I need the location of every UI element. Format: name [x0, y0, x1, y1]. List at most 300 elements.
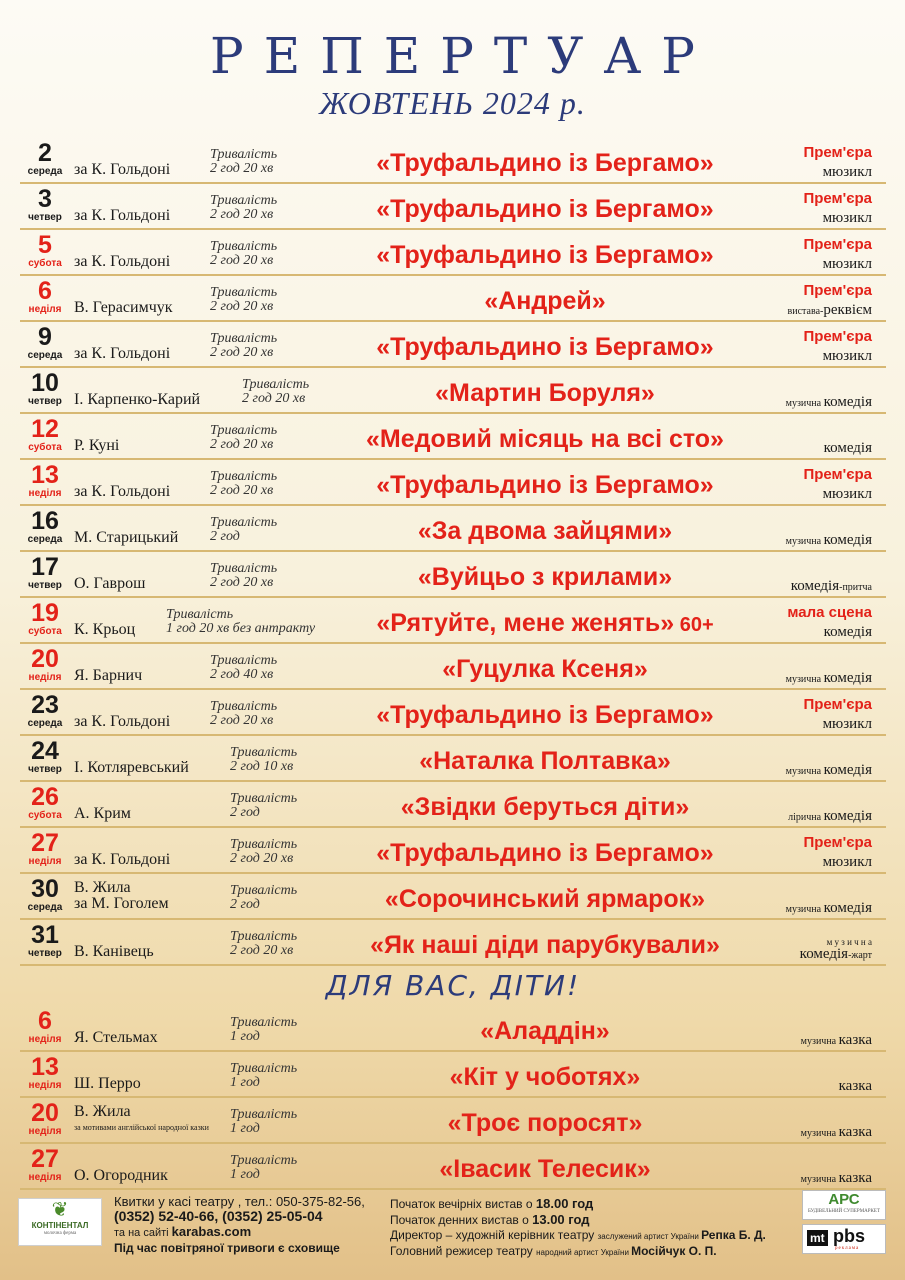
performance-title-text: «Андрей» — [484, 287, 606, 315]
genre-modifier: музична — [800, 1128, 839, 1139]
performance-weekday: неділя — [28, 304, 62, 315]
performance-duration — [210, 424, 277, 452]
performance-row — [20, 1098, 886, 1144]
performance-genre — [823, 256, 872, 272]
performance-weekday: четвер — [28, 764, 62, 775]
performance-day: 31 — [31, 921, 59, 949]
performance-author: за К. Гольдоні — [74, 253, 171, 270]
duration-value: 1 год 20 хв без антракту — [166, 621, 316, 636]
performance-row — [20, 552, 886, 598]
performance-row — [20, 414, 886, 460]
premiere-badge: Прем'єра — [803, 236, 872, 253]
performance-genre — [791, 578, 872, 596]
performance-genre — [824, 440, 872, 456]
genre-suffix: -притча — [839, 582, 872, 593]
duration-label: Тривалість — [210, 331, 278, 346]
performance-row — [20, 920, 886, 966]
performance-genre — [788, 302, 872, 320]
premiere-badge: Прем'єра — [803, 834, 872, 851]
day-start-time: 13.00 год — [532, 1212, 590, 1227]
apc-logo — [802, 1190, 886, 1220]
performance-genre — [823, 854, 872, 870]
performance-genre — [801, 1032, 872, 1050]
day-start-label: Початок денних вистав о — [390, 1213, 533, 1227]
duration-label: Тривалість — [210, 561, 278, 576]
performance-duration — [230, 838, 297, 866]
genre-name: комедія — [823, 394, 872, 410]
performance-title — [310, 792, 780, 822]
performance-weekday: неділя — [28, 488, 62, 499]
performance-duration — [242, 378, 309, 406]
duration-label: Тривалість — [210, 147, 278, 162]
genre-name: комедія — [823, 808, 872, 824]
genre-name: комедія — [823, 440, 872, 456]
duration-label: Тривалість — [210, 699, 278, 714]
performance-author: К. Крьоц — [74, 621, 136, 638]
performance-author — [74, 1104, 209, 1136]
director-label: Директор – художній керівник театру — [390, 1228, 598, 1242]
duration-label: Тривалість — [210, 653, 278, 668]
performance-author: за К. Гольдоні — [74, 713, 171, 730]
performance-title-text: «Вуйцьо з крилами» — [417, 563, 673, 591]
performance-duration — [230, 1154, 297, 1182]
poster-header — [0, 28, 905, 122]
performance-weekday: середа — [27, 902, 63, 913]
performance-duration — [210, 516, 277, 544]
mtpbs-logo-tag: реклама — [835, 1246, 860, 1251]
poster-month: ЖОВТЕНЬ 2024 р. — [319, 85, 586, 121]
repertoire-list — [20, 138, 886, 1190]
kids-heading: ДЛЯ ВАС, ДІТИ! — [325, 969, 581, 1002]
performance-weekday: неділя — [28, 1172, 62, 1183]
genre-modifier: музична — [785, 904, 824, 915]
mtpbs-logo — [802, 1224, 886, 1254]
performance-duration — [210, 654, 277, 682]
performance-weekday: неділя — [28, 1034, 62, 1045]
performance-day: 20 — [31, 645, 59, 673]
premiere-badge: Прем'єра — [803, 328, 872, 345]
mtpbs-logo-pbs: pbs — [833, 1226, 866, 1246]
performance-author: В. Канівець — [74, 943, 154, 960]
duration-label: Тривалість — [230, 1015, 298, 1030]
genre-modifier: музична — [800, 1174, 839, 1185]
performance-day: 9 — [38, 323, 52, 351]
performance-author: М. Старицький — [74, 529, 179, 546]
performance-title — [310, 746, 780, 776]
genre-name: комедія — [823, 624, 872, 640]
genre-modifier: музична — [785, 398, 824, 409]
performance-duration — [210, 562, 277, 590]
chief-label: Головний режисер театру — [390, 1244, 537, 1258]
premiere-badge: Прем'єра — [803, 144, 872, 161]
genre-name: мюзикл — [822, 854, 872, 870]
apc-logo-tag: БУДІВЕЛЬНИЙ СУПЕРМАРКЕТ — [807, 1209, 880, 1214]
performance-row — [20, 644, 886, 690]
performance-row — [20, 736, 886, 782]
performance-row — [20, 1006, 886, 1052]
performance-weekday: неділя — [28, 1080, 62, 1091]
performance-duration — [230, 1062, 297, 1090]
duration-value: 2 год 40 хв — [210, 667, 274, 682]
duration-label: Тривалість — [230, 1153, 298, 1168]
performance-day: 5 — [38, 231, 52, 259]
ticket-line-2: (0352) 52-40-66, (0352) 25-05-04 — [114, 1208, 323, 1224]
genre-name: мюзикл — [822, 164, 872, 180]
genre-modifier: музична — [785, 674, 824, 685]
genre-name: комедія — [823, 762, 872, 778]
performance-weekday: середа — [27, 166, 63, 177]
performance-duration — [210, 286, 277, 314]
performance-day: 12 — [31, 415, 59, 443]
performance-duration — [230, 792, 297, 820]
performance-title — [310, 608, 780, 640]
performance-genre — [824, 624, 872, 640]
performance-title-text: «Наталка Полтавка» — [419, 747, 671, 775]
performance-author: І. Котляревський — [74, 759, 189, 776]
performance-day: 13 — [31, 1053, 59, 1081]
performance-day: 24 — [31, 737, 59, 765]
performance-row — [20, 230, 886, 276]
performance-row — [20, 598, 886, 644]
performance-row — [20, 1052, 886, 1098]
performance-genre — [786, 670, 872, 688]
duration-label: Тривалість — [230, 791, 298, 806]
genre-modifier: лірична — [788, 812, 824, 823]
performance-title — [310, 1062, 780, 1092]
performance-duration — [210, 148, 277, 176]
performance-genre — [823, 164, 872, 180]
genre-name: мюзикл — [822, 348, 872, 364]
performance-weekday: четвер — [28, 948, 62, 959]
performance-day: 27 — [31, 1145, 59, 1173]
duration-value: 1 год — [230, 1121, 260, 1136]
kontinental-logo — [18, 1198, 102, 1246]
performance-day: 13 — [31, 461, 59, 489]
performance-genre — [823, 486, 872, 502]
performance-genre — [786, 532, 872, 550]
performance-day: 16 — [31, 507, 59, 535]
performance-author: за К. Гольдоні — [74, 345, 171, 362]
performance-weekday: субота — [28, 810, 62, 821]
duration-label: Тривалість — [230, 883, 298, 898]
performance-weekday: середа — [27, 350, 63, 361]
kontinental-logo-tag: молочна ферма — [43, 1231, 77, 1236]
genre-name: казка — [838, 1124, 872, 1140]
performance-genre — [786, 900, 872, 918]
performance-day: 17 — [31, 553, 59, 581]
performance-author: за К. Гольдоні — [74, 207, 171, 224]
kontinental-logo-name: КОНТІНЕНТАЛ — [31, 1221, 89, 1230]
performance-author: В. Герасимчук — [74, 299, 173, 316]
duration-value: 2 год — [230, 897, 260, 912]
performance-title — [310, 378, 780, 408]
performance-title — [310, 424, 780, 454]
genre-name: комедія — [799, 946, 849, 962]
performance-author: за К. Гольдоні — [74, 483, 171, 500]
performance-title-text: «Труфальдино із Бергамо» — [376, 149, 714, 177]
poster-title: РЕПЕРТУАР — [210, 27, 715, 85]
performance-title-text: «Сорочинський ярмарок» — [384, 885, 706, 913]
footer — [14, 1190, 890, 1260]
performance-day: 3 — [38, 185, 52, 213]
duration-value: 1 год — [230, 1167, 260, 1182]
performance-genre — [786, 762, 872, 780]
performance-row — [20, 184, 886, 230]
performance-author: О. Гаврош — [74, 575, 146, 592]
performance-day: 30 — [31, 875, 59, 903]
performance-title-text: «Івасик Телесик» — [439, 1155, 651, 1183]
performance-day: 6 — [38, 1007, 52, 1035]
author-source: за мотивами англійської народної казки — [74, 1123, 209, 1132]
performance-title — [310, 148, 780, 178]
performance-title-text: «Медовий місяць на всі сто» — [366, 425, 724, 453]
duration-label: Тривалість — [230, 745, 298, 760]
genre-prefix: м у з и ч н а — [826, 937, 872, 947]
performance-author: І. Карпенко-Карий — [74, 391, 201, 408]
performance-duration — [230, 1016, 297, 1044]
performance-title — [310, 194, 780, 224]
chief-name: Мосійчук О. П. — [631, 1244, 717, 1258]
performance-title — [310, 516, 780, 546]
performance-genre — [800, 946, 872, 964]
genre-modifier: музична — [785, 536, 824, 547]
performance-title-text: «Як наші діди парубкували» — [370, 931, 720, 959]
performance-title-text: «Труфальдино із Бергамо» — [376, 839, 714, 867]
duration-label: Тривалість — [242, 377, 310, 392]
genre-name: мюзикл — [822, 256, 872, 272]
author-source: за М. Гоголем — [74, 895, 169, 912]
performance-title-text: «Мартин Боруля» — [435, 379, 655, 407]
performance-day: 19 — [31, 599, 59, 627]
genre-name: мюзикл — [822, 486, 872, 502]
performance-day: 23 — [31, 691, 59, 719]
performance-title — [310, 240, 780, 270]
duration-label: Тривалість — [210, 239, 278, 254]
performance-row — [20, 322, 886, 368]
performance-genre — [801, 1124, 872, 1142]
performance-title — [310, 654, 780, 684]
performance-title — [310, 884, 780, 914]
performance-title-text: «Труфальдино із Бергамо» — [376, 195, 714, 223]
performance-title-text: «Гуцулка Ксеня» — [442, 655, 648, 683]
duration-label: Тривалість — [230, 1061, 298, 1076]
duration-label: Тривалість — [230, 929, 298, 944]
performance-genre — [839, 1078, 872, 1094]
duration-value: 2 год — [230, 805, 260, 820]
ticket-site-pre: та на сайті — [114, 1227, 172, 1239]
performance-weekday: неділя — [28, 672, 62, 683]
performance-weekday: субота — [28, 626, 62, 637]
wheat-icon: ❦ — [51, 1199, 69, 1221]
performance-author: Р. Куні — [74, 437, 120, 454]
performance-genre — [788, 808, 872, 826]
performance-author: О. Огородник — [74, 1167, 168, 1184]
performance-duration — [210, 240, 277, 268]
ticket-site-link[interactable]: karabas.com — [171, 1224, 252, 1239]
author-name: В. Жила — [74, 1103, 131, 1120]
performance-row — [20, 1144, 886, 1190]
duration-value: 2 год 20 хв — [210, 437, 274, 452]
performance-row — [20, 782, 886, 828]
genre-name: казка — [838, 1170, 872, 1186]
genre-name: комедія — [823, 900, 872, 916]
performance-day: 10 — [31, 369, 59, 397]
age-rating: 60+ — [674, 614, 714, 636]
performance-title-text: «Труфальдино із Бергамо» — [376, 241, 714, 269]
performance-weekday: четвер — [28, 580, 62, 591]
duration-value: 2 год — [210, 529, 240, 544]
duration-value: 2 год 20 хв — [210, 713, 274, 728]
genre-name: комедія — [823, 532, 872, 548]
performance-title-text: «Рятуйте, мене женять» — [376, 609, 675, 637]
performance-author: за К. Гольдоні — [74, 161, 171, 178]
performance-title-text: «Звідки беруться діти» — [400, 793, 690, 821]
performance-author: за К. Гольдоні — [74, 851, 171, 868]
performance-day: 20 — [31, 1099, 59, 1127]
performance-genre — [823, 210, 872, 226]
performance-row — [20, 874, 886, 920]
genre-name: мюзикл — [822, 210, 872, 226]
performance-weekday: середа — [27, 718, 63, 729]
mtpbs-logo-mt: mt — [807, 1230, 828, 1246]
performance-genre — [801, 1170, 872, 1188]
performance-duration — [230, 930, 297, 958]
performance-day: 2 — [38, 139, 52, 167]
performance-author: Я. Барнич — [74, 667, 143, 684]
performance-title — [310, 332, 780, 362]
duration-value: 2 год 20 хв — [242, 391, 306, 406]
performance-title — [310, 1108, 780, 1138]
performance-author — [74, 880, 169, 912]
performance-title — [310, 1154, 780, 1184]
performance-title — [310, 470, 780, 500]
duration-label: Тривалість — [210, 469, 278, 484]
duration-label: Тривалість — [210, 285, 278, 300]
performance-weekday: четвер — [28, 396, 62, 407]
performance-author: А. Крим — [74, 805, 131, 822]
performance-title — [310, 286, 780, 316]
performance-author: Я. Стельмах — [74, 1029, 158, 1046]
evening-start-label: Початок вечірніх вистав о — [390, 1197, 536, 1211]
performance-duration — [230, 746, 297, 774]
performance-duration — [210, 700, 277, 728]
performance-row — [20, 690, 886, 736]
duration-value: 2 год 20 хв — [210, 207, 274, 222]
duration-label: Тривалість — [230, 1107, 298, 1122]
performance-day: 6 — [38, 277, 52, 305]
premiere-badge: Прем'єра — [803, 190, 872, 207]
duration-value: 2 год 20 хв — [210, 299, 274, 314]
genre-name: казка — [838, 1078, 872, 1094]
genre-modifier: музична — [800, 1036, 839, 1047]
premiere-badge: Прем'єра — [803, 282, 872, 299]
performance-weekday: субота — [28, 258, 62, 269]
performance-row — [20, 506, 886, 552]
performance-duration — [210, 194, 277, 222]
performance-weekday: неділя — [28, 1126, 62, 1137]
duration-value: 2 год 20 хв — [210, 345, 274, 360]
performance-duration — [230, 884, 297, 912]
genre-name: комедія — [823, 670, 872, 686]
performance-title-text: «За двома зайцями» — [417, 517, 673, 545]
duration-value: 2 год 20 хв — [210, 483, 274, 498]
genre-suffix: -жарт — [848, 950, 872, 961]
performance-title-text: «Труфальдино із Бергамо» — [376, 471, 714, 499]
duration-label: Тривалість — [210, 423, 278, 438]
performance-title — [310, 700, 780, 730]
performance-genre — [823, 716, 872, 732]
performance-weekday: середа — [27, 534, 63, 545]
performance-row — [20, 828, 886, 874]
evening-start-time: 18.00 год — [535, 1196, 594, 1211]
ticket-info — [114, 1194, 365, 1256]
genre-name: реквієм — [823, 302, 872, 318]
premiere-badge: Прем'єра — [803, 466, 872, 483]
performance-row — [20, 276, 886, 322]
genre-modifier: музична — [785, 766, 824, 777]
performance-duration — [210, 332, 277, 360]
genre-modifier: вистава- — [787, 306, 824, 317]
performance-title — [310, 930, 780, 960]
duration-label: Тривалість — [230, 837, 298, 852]
duration-label: Тривалість — [166, 607, 234, 622]
shelter-note: Під час повітряної тривоги є сховище — [114, 1241, 340, 1255]
duration-label: Тривалість — [210, 193, 278, 208]
performance-title-text: «Труфальдино із Бергамо» — [376, 333, 714, 361]
performance-title-text: «Троє поросят» — [447, 1109, 643, 1137]
performance-weekday: четвер — [28, 212, 62, 223]
performance-author: Ш. Перро — [74, 1075, 141, 1092]
performance-duration — [230, 1108, 297, 1136]
duration-value: 1 год — [230, 1029, 260, 1044]
director-name: Репка Б. Д. — [701, 1228, 766, 1242]
duration-value: 2 год 20 хв — [210, 575, 274, 590]
genre-name: мюзикл — [822, 716, 872, 732]
duration-value: 1 год — [230, 1075, 260, 1090]
genre-name: казка — [838, 1032, 872, 1048]
director-title: заслужений артист України — [597, 1232, 702, 1241]
performance-title — [310, 838, 780, 868]
performance-title-text: «Труфальдино із Бергамо» — [376, 701, 714, 729]
performance-row — [20, 138, 886, 184]
duration-value: 2 год 20 хв — [210, 161, 274, 176]
performance-title — [310, 562, 780, 592]
performance-title-text: «Аладдін» — [480, 1017, 610, 1045]
duration-value: 2 год 20 хв — [230, 851, 294, 866]
duration-label: Тривалість — [210, 515, 278, 530]
chief-title: народний артист України — [536, 1248, 632, 1257]
schedule-info — [390, 1196, 766, 1260]
duration-value: 2 год 10 хв — [230, 759, 294, 774]
premiere-badge: Прем'єра — [803, 696, 872, 713]
performance-weekday: субота — [28, 442, 62, 453]
performance-genre — [786, 394, 872, 412]
author-name: В. Жила — [74, 879, 131, 896]
duration-value: 2 год 20 хв — [210, 253, 274, 268]
performance-duration — [166, 608, 315, 636]
ticket-line-1: Квитки у касі театру , тел.: 050-375-82-56, — [114, 1194, 365, 1209]
performance-row — [20, 368, 886, 414]
performance-genre — [823, 348, 872, 364]
duration-value: 2 год 20 хв — [230, 943, 294, 958]
premiere-badge: мала сцена — [787, 604, 872, 621]
performance-weekday: неділя — [28, 856, 62, 867]
performance-duration — [210, 470, 277, 498]
performance-day: 27 — [31, 829, 59, 857]
performance-title-text: «Кіт у чоботях» — [449, 1063, 641, 1091]
performance-row — [20, 460, 886, 506]
apc-logo-name: АРС — [828, 1191, 860, 1208]
